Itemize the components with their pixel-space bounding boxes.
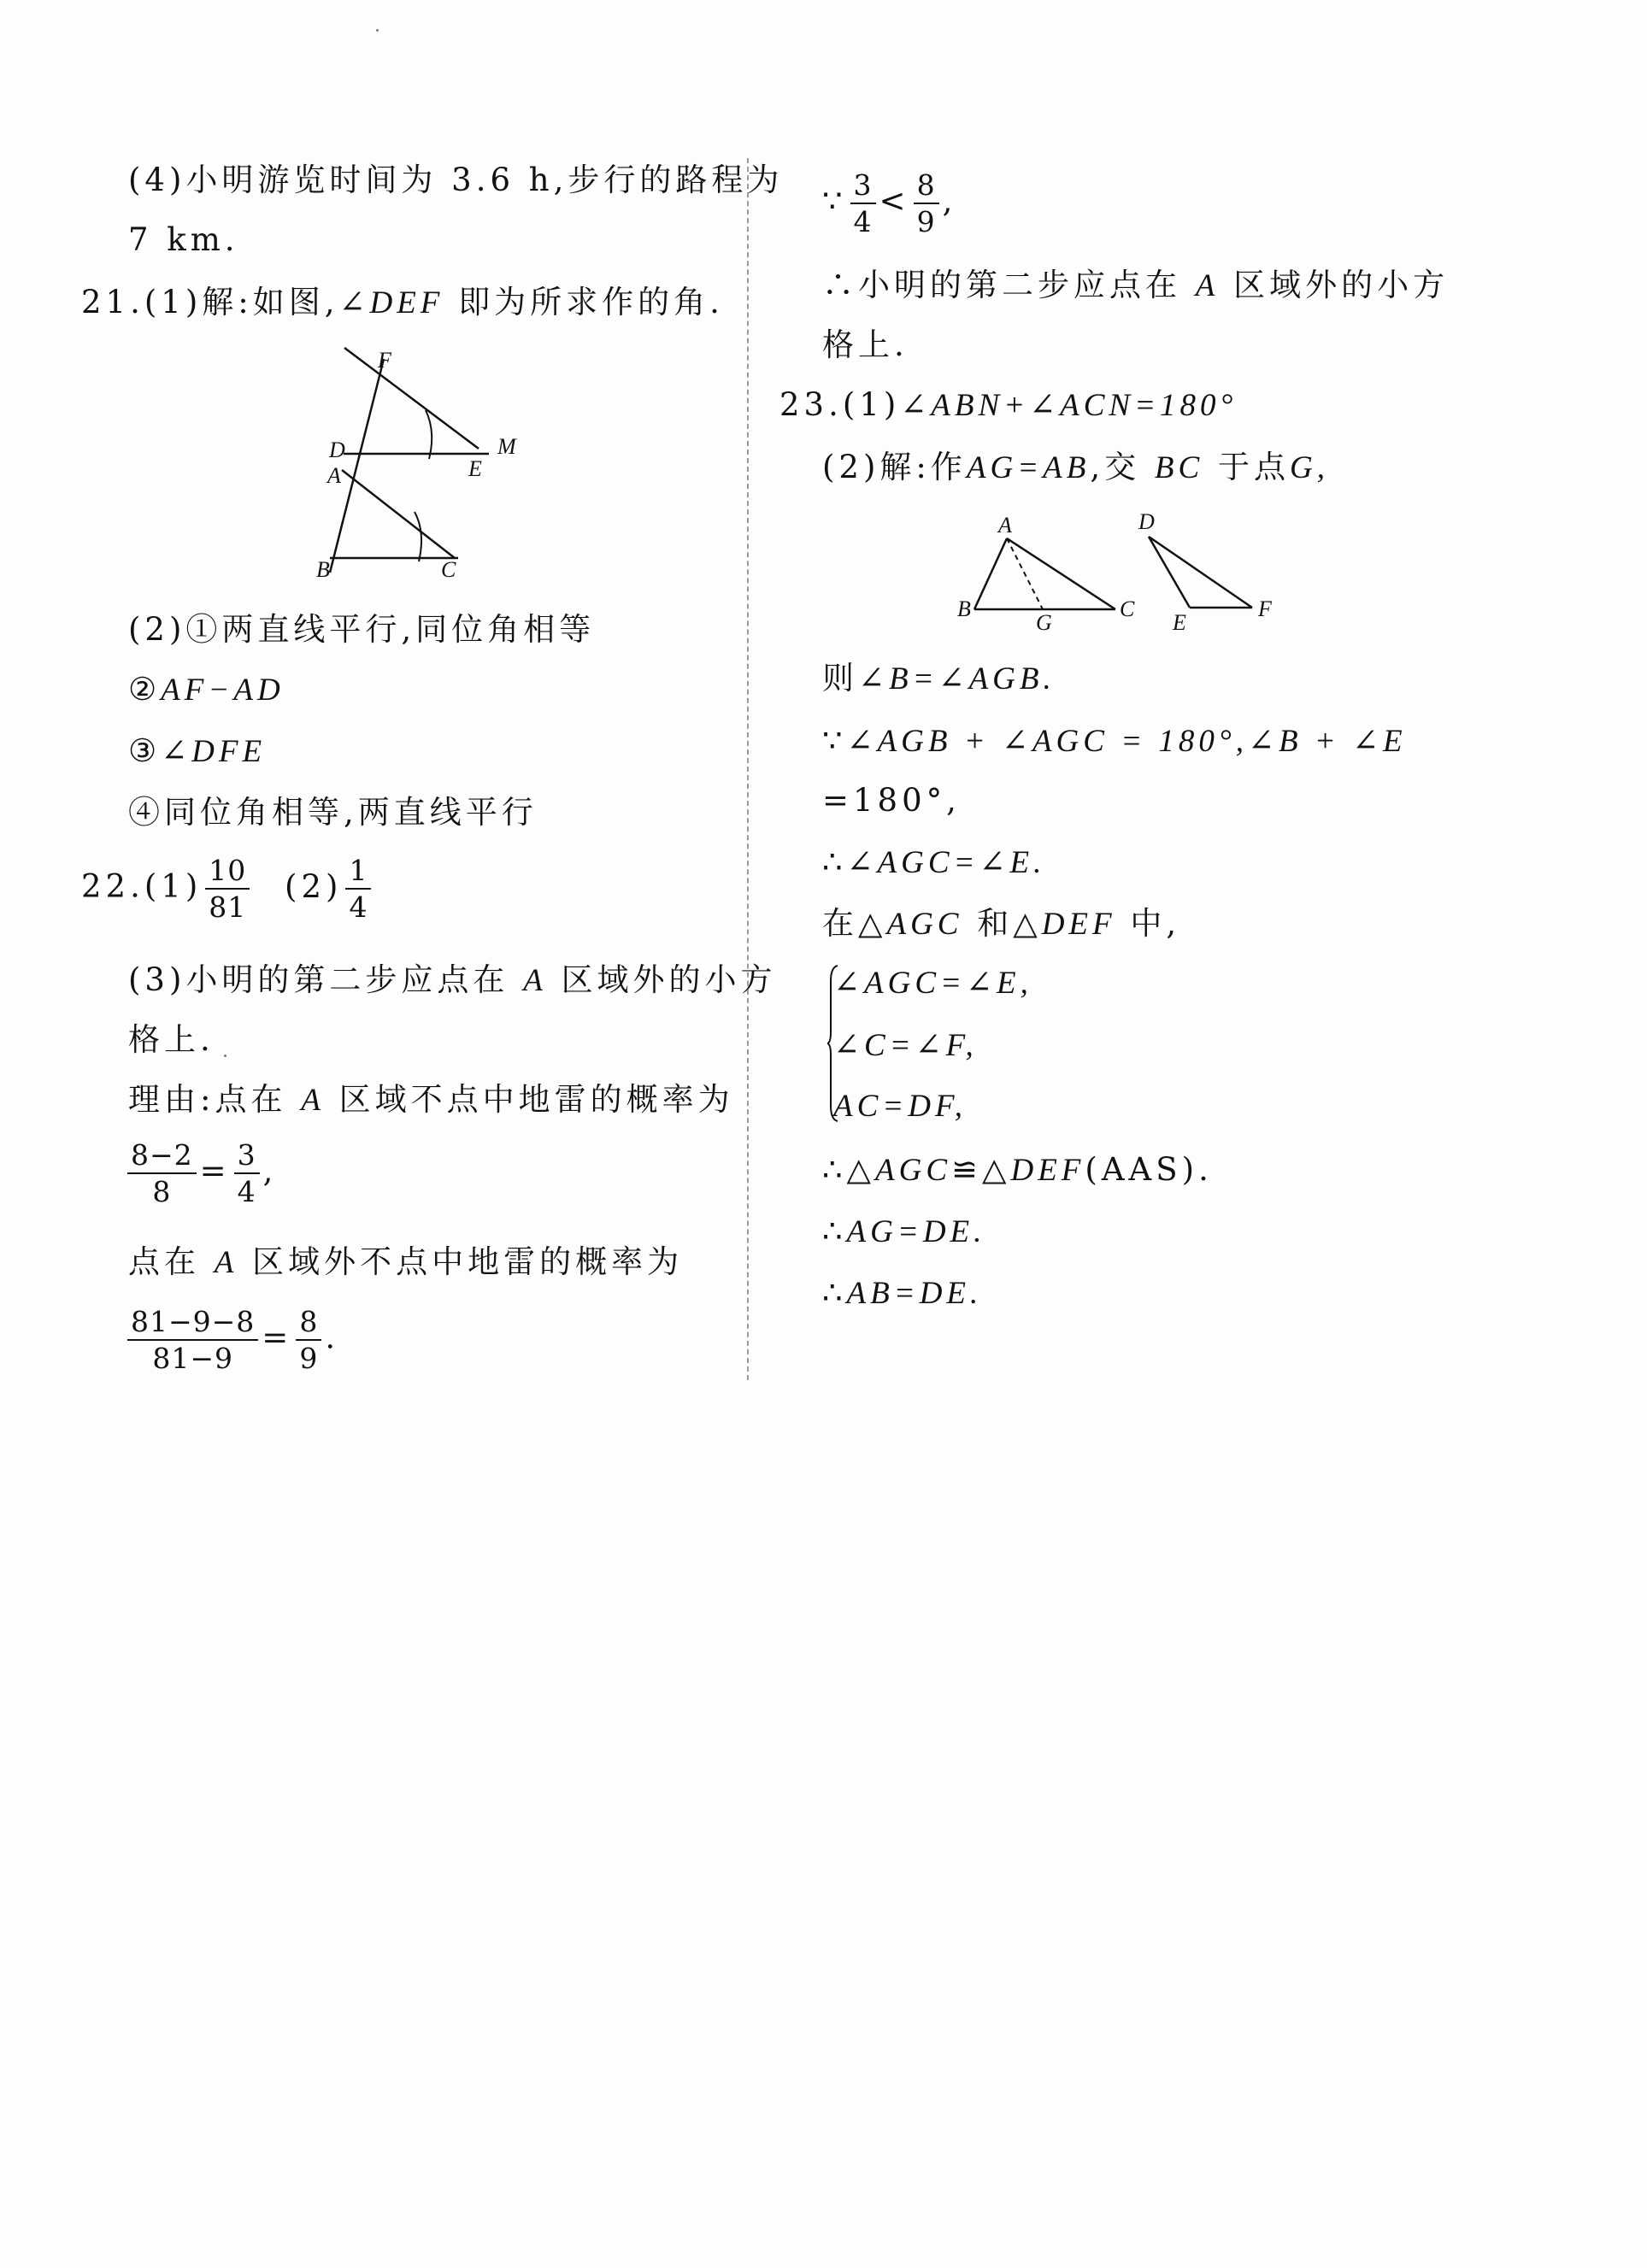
reason-line1 bbox=[128, 1081, 734, 1118]
q21-angle: ∠DEF bbox=[338, 285, 444, 320]
step-5-d: DEF bbox=[1041, 907, 1116, 942]
step-1 bbox=[822, 662, 1056, 695]
because-symbol: ∵ bbox=[822, 182, 847, 220]
step-6-b: ≌△ bbox=[951, 1151, 1011, 1188]
label-A: A bbox=[998, 513, 1012, 538]
point-g: G, bbox=[1289, 450, 1329, 485]
expr-af-ad: AF−AD bbox=[161, 673, 285, 708]
figure-triangles bbox=[949, 508, 1291, 637]
less-than: < bbox=[879, 182, 910, 220]
step-4-pre: ∴ bbox=[822, 843, 847, 880]
step-2-pre: ∵ bbox=[822, 722, 847, 759]
reason-pre: 理由:点在 bbox=[128, 1081, 287, 1118]
q23-1-expr: ∠ABN+∠ACN=180° bbox=[900, 388, 1238, 423]
label-G: G bbox=[1036, 610, 1052, 635]
step-2-expr: ∠AGB + ∠AGC = 180°,∠B + ∠E bbox=[846, 724, 1407, 759]
figure-angle-construction bbox=[308, 338, 538, 581]
step-6-d: (AAS). bbox=[1085, 1151, 1213, 1188]
step-8-pre: ∴ bbox=[822, 1274, 847, 1311]
q23-1-line bbox=[779, 386, 1238, 423]
conclusion-line1 bbox=[822, 269, 1449, 302]
reason2-pre: 点在 bbox=[128, 1243, 200, 1280]
frac-num: 1 bbox=[345, 856, 371, 890]
q22-head: 22.(1) bbox=[81, 867, 203, 905]
fraction-3-4 bbox=[850, 168, 876, 238]
q21-2-line3 bbox=[128, 732, 267, 769]
step-6-pre: ∴△ bbox=[822, 1151, 875, 1188]
frac-den: 9 bbox=[916, 205, 936, 238]
step-7-expr: AG=DE. bbox=[846, 1214, 986, 1249]
circled-3: ③ bbox=[128, 732, 162, 769]
compare-line bbox=[822, 168, 957, 238]
q21-1-line bbox=[81, 286, 724, 319]
reason2-tail: 区域外不点中地雷的概率为 bbox=[252, 1243, 684, 1280]
q21-2-line1: (2)①两直线平行,同位角相等 bbox=[128, 611, 596, 648]
frac-den: 81−9 bbox=[152, 1342, 233, 1375]
fraction-8-9 bbox=[296, 1305, 321, 1375]
q23-2-mid: ,交 bbox=[1090, 449, 1141, 485]
step-6-a: AGC bbox=[875, 1153, 951, 1188]
label-F: F bbox=[378, 348, 391, 373]
frac-den: 4 bbox=[853, 205, 873, 238]
q23-2-line bbox=[822, 451, 1329, 484]
step-5-a: 在△ bbox=[822, 905, 887, 942]
q21-2-line2 bbox=[128, 673, 285, 706]
label-B: B bbox=[957, 596, 971, 621]
q21-label: 21.(1)解:如图, bbox=[81, 284, 339, 320]
fraction-81-9-8-over-81-9 bbox=[127, 1305, 258, 1375]
var-a: A bbox=[1195, 268, 1220, 303]
step-7-pre: ∴ bbox=[822, 1213, 847, 1249]
label-F: F bbox=[1258, 596, 1272, 621]
circled-2: ② bbox=[128, 671, 162, 708]
label-C: C bbox=[441, 557, 456, 581]
q22-3-line2: 格上. bbox=[128, 1021, 215, 1058]
q22-3-line1 bbox=[128, 961, 777, 998]
conclusion-line2: 格上. bbox=[822, 326, 909, 363]
frac-num: 10 bbox=[205, 856, 250, 890]
step-3: =180°, bbox=[822, 782, 961, 819]
step-6 bbox=[822, 1151, 1213, 1188]
label-D: D bbox=[1138, 509, 1155, 534]
q23-1-head: 23.(1) bbox=[779, 386, 901, 423]
frac-den: 81 bbox=[209, 890, 247, 924]
frac-den: 9 bbox=[299, 1342, 319, 1375]
frac-num: 8−2 bbox=[127, 1141, 197, 1174]
frac-den: 8 bbox=[152, 1175, 172, 1208]
system-line2: ∠C=∠F, bbox=[833, 1028, 978, 1063]
fraction-10-81 bbox=[205, 854, 250, 924]
q22-3-pre: (3)小明的第二步应点在 bbox=[128, 961, 509, 998]
step-8 bbox=[822, 1274, 983, 1311]
system-line1: ∠AGC=∠E, bbox=[833, 966, 1032, 1001]
comma: , bbox=[262, 1152, 278, 1190]
step-7 bbox=[822, 1215, 985, 1248]
conclusion-pre: ∴小明的第二步应点在 bbox=[822, 267, 1181, 303]
fraction-8-2-over-8 bbox=[127, 1138, 197, 1208]
reason-tail: 区域不点中地雷的概率为 bbox=[338, 1081, 734, 1118]
equals: = bbox=[199, 1152, 231, 1190]
equation-2 bbox=[124, 1305, 340, 1375]
step-2 bbox=[822, 722, 1407, 759]
frac-den: 4 bbox=[349, 890, 368, 924]
period: . bbox=[325, 1319, 340, 1356]
conclusion-tail: 区域外的小方 bbox=[1233, 267, 1450, 303]
fraction-8-9 bbox=[914, 168, 939, 238]
q21-tail: 即为所求作的角. bbox=[458, 284, 724, 320]
step-5-c: 和△ bbox=[977, 905, 1042, 942]
fraction-3-4 bbox=[234, 1138, 260, 1208]
scan-speck bbox=[224, 1055, 226, 1057]
q22-line bbox=[81, 854, 374, 924]
column-divider bbox=[747, 158, 749, 1380]
q20-4-line1: (4)小明游览时间为 3.6 h,步行的路程为 bbox=[128, 162, 784, 198]
frac-den: 4 bbox=[237, 1175, 256, 1208]
expr-angle-dfe: ∠DFE bbox=[161, 734, 267, 769]
label-E: E bbox=[1173, 610, 1186, 635]
q21-2-line4: ④同位角相等,两直线平行 bbox=[128, 794, 538, 831]
step-1-pre: 则 bbox=[822, 660, 858, 696]
step-1-expr: ∠B=∠AGB. bbox=[858, 661, 1056, 696]
expr-ag-ab: AG=AB bbox=[966, 450, 1091, 485]
step-5-e: 中, bbox=[1130, 905, 1181, 942]
label-E: E bbox=[468, 456, 482, 481]
step-4 bbox=[822, 843, 1046, 880]
reason-line2 bbox=[128, 1243, 684, 1280]
label-A: A bbox=[327, 463, 341, 488]
frac-num: 8 bbox=[914, 171, 939, 204]
q22-3-tail: 区域外的小方 bbox=[561, 961, 777, 998]
var-a: A bbox=[214, 1245, 238, 1280]
comma: , bbox=[942, 182, 957, 220]
step-8-expr: AB=DE. bbox=[846, 1276, 983, 1311]
frac-num: 81−9−8 bbox=[127, 1307, 258, 1341]
equals: = bbox=[262, 1319, 293, 1356]
scan-speck bbox=[376, 29, 379, 32]
frac-num: 8 bbox=[296, 1307, 321, 1341]
label-M: M bbox=[497, 434, 516, 459]
q22-mid: (2) bbox=[285, 867, 343, 905]
label-D: D bbox=[329, 438, 345, 462]
fraction-1-4 bbox=[345, 854, 371, 924]
q23-2-tail: 于点 bbox=[1217, 449, 1290, 485]
q20-4-line2: 7 km. bbox=[128, 221, 239, 258]
label-B: B bbox=[316, 557, 330, 581]
var-a: A bbox=[523, 963, 547, 998]
var-a: A bbox=[301, 1083, 325, 1118]
step-5 bbox=[822, 905, 1181, 942]
step-5-b: AGC bbox=[886, 907, 963, 942]
step-4-expr: ∠AGC=∠E. bbox=[846, 845, 1046, 880]
equation-1 bbox=[124, 1138, 278, 1208]
expr-bc: BC bbox=[1154, 450, 1204, 485]
step-6-c: DEF bbox=[1010, 1153, 1085, 1188]
frac-num: 3 bbox=[850, 171, 876, 204]
system-line3: AC=DF, bbox=[833, 1089, 968, 1124]
frac-num: 3 bbox=[234, 1141, 260, 1174]
q23-2-pre: (2)解:作 bbox=[822, 449, 967, 485]
label-C: C bbox=[1120, 596, 1135, 621]
